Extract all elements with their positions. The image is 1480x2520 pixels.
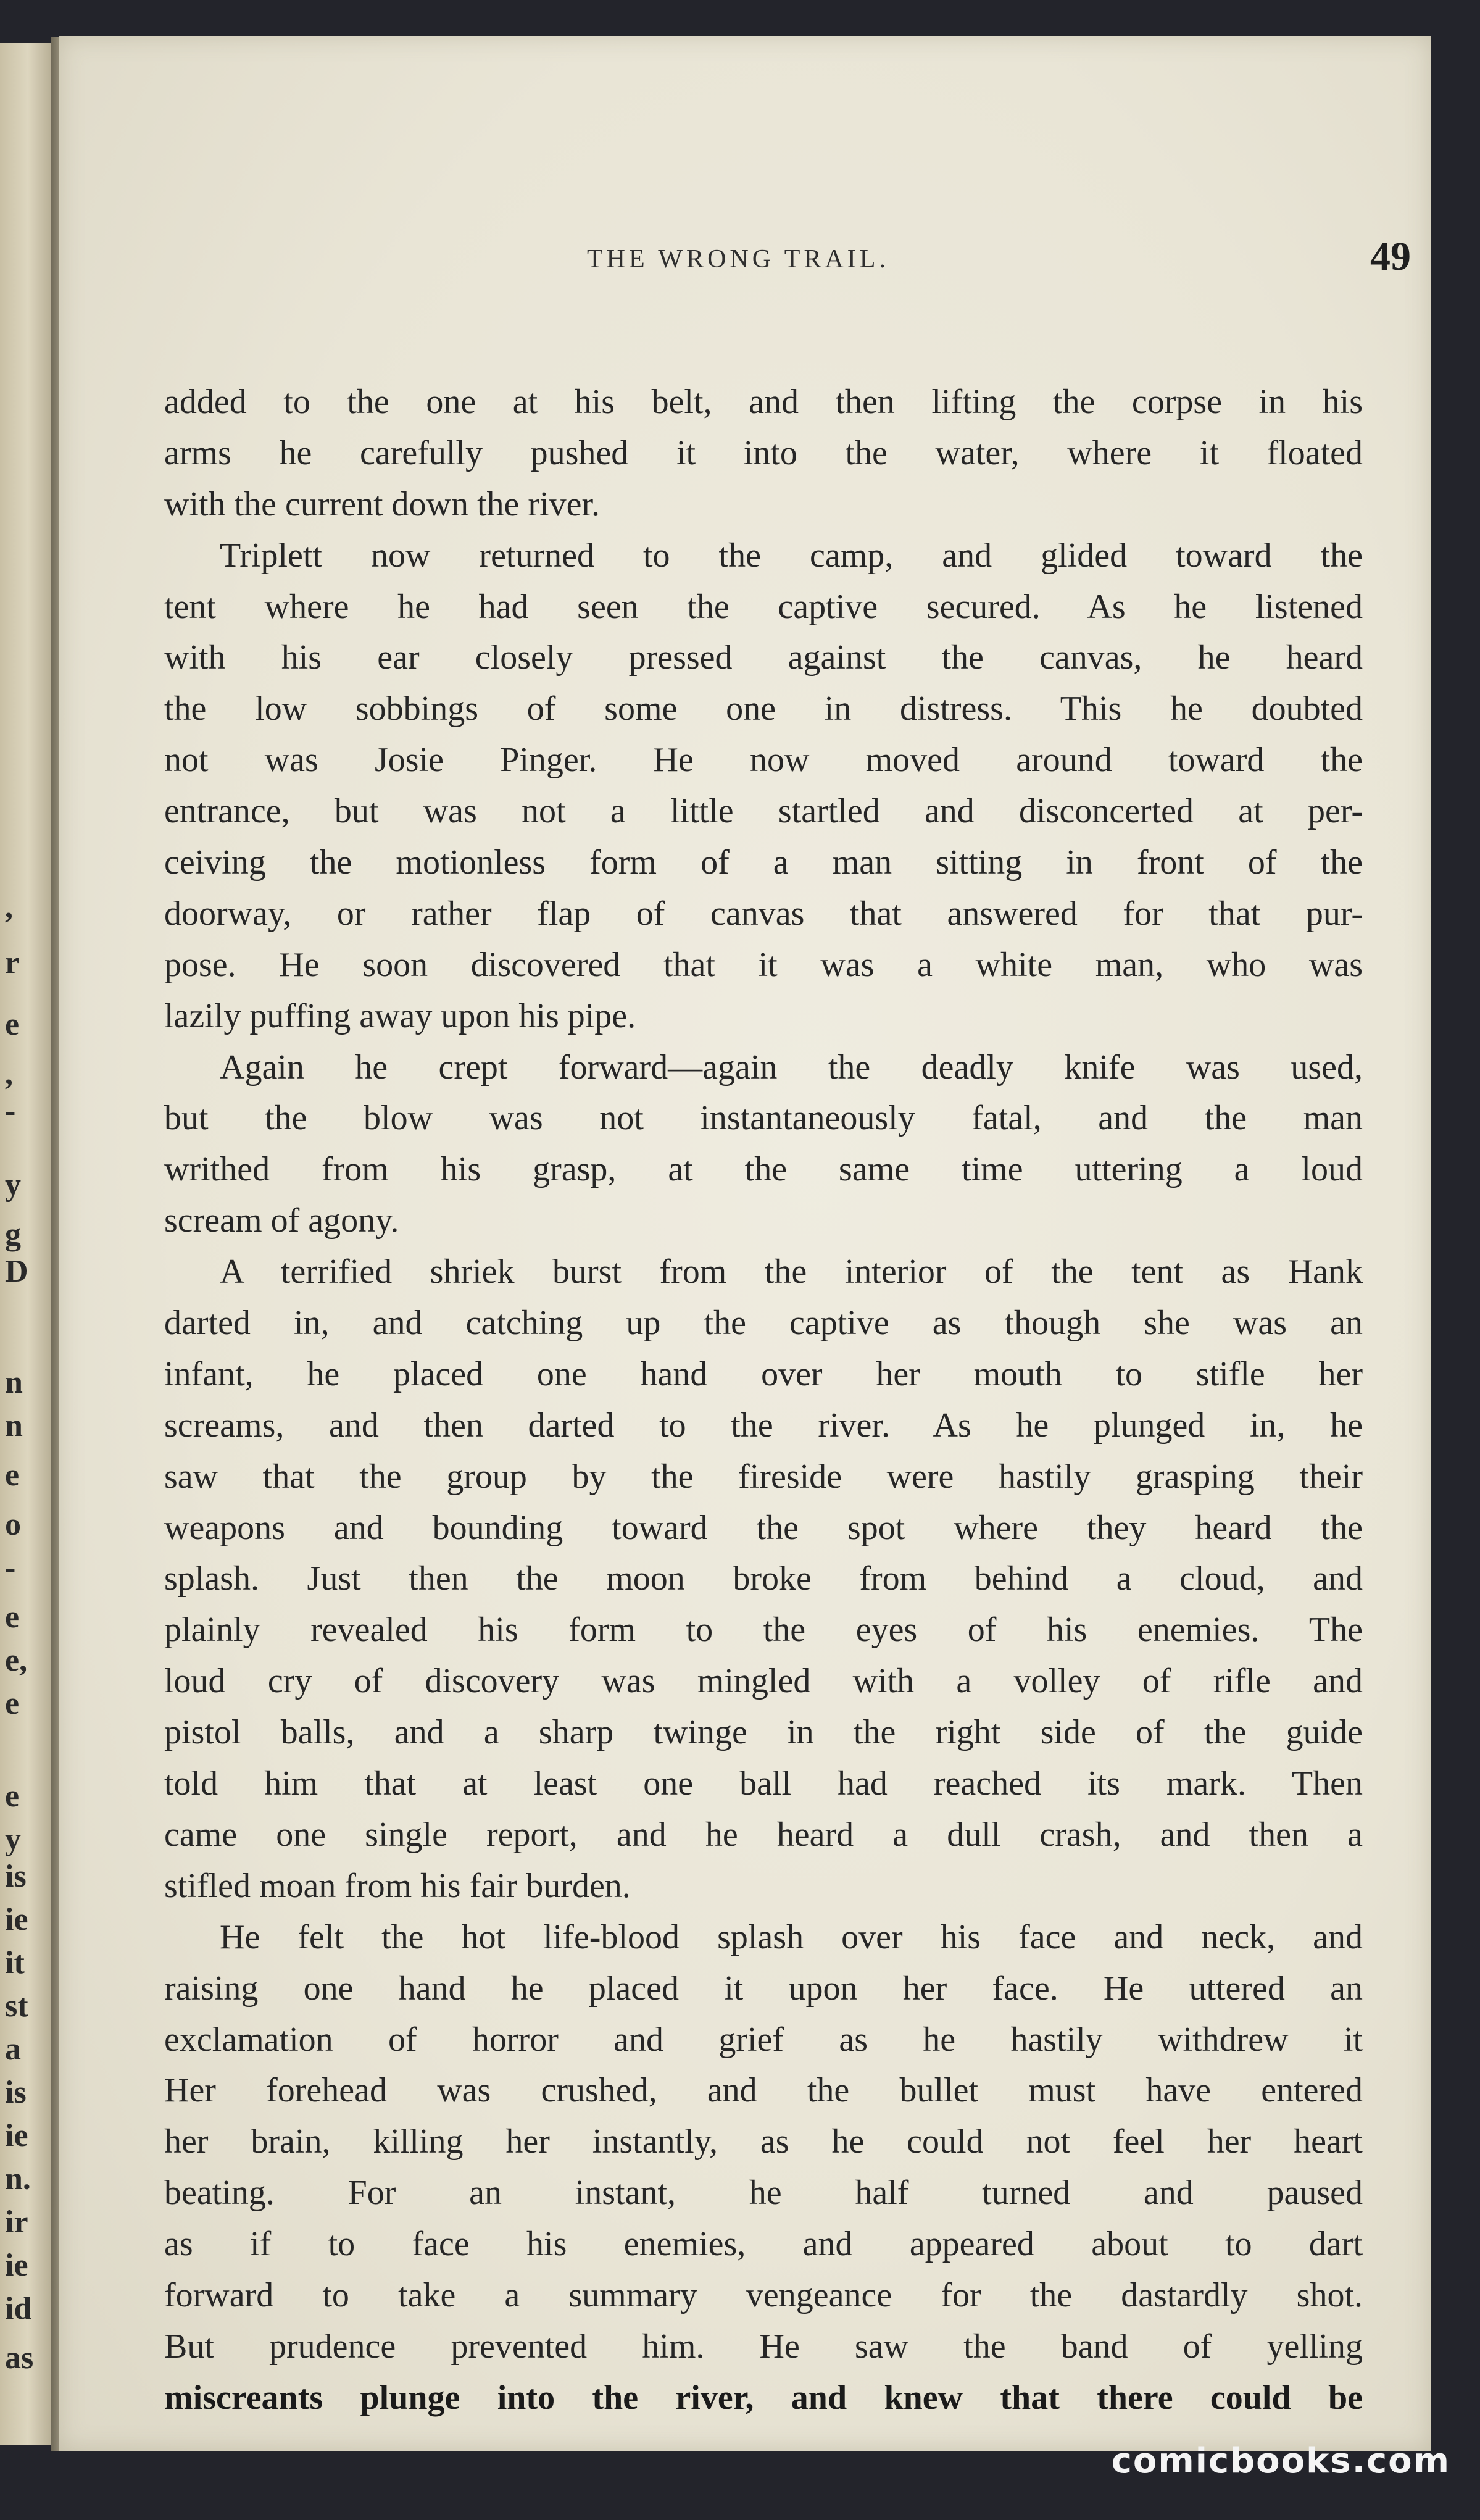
facing-page-fragment: it [5,1945,25,1980]
text-line: scream of agony. [164,1201,399,1240]
text-line: raising one hand he placed it upon her face. He uttered an [164,1969,1363,2008]
facing-page-fragment: n [5,1365,23,1400]
text-line: Her forehead was crushed, and the bullet must have entered [164,2071,1363,2110]
text-line: stifled moan from his fair burden. [164,1866,631,1905]
facing-page-fragment: e [5,1007,20,1042]
facing-page-fragment: id [5,2291,32,2326]
text-line: infant, he placed one hand over her mouth to stifle her [164,1354,1363,1393]
facing-page-fragment: e [5,1779,20,1814]
text-line: A terrified shriek burst from the interior of the tent as Hank [220,1253,1363,1291]
text-line: screams, and then darted to the river. As he plunged in, he [164,1406,1363,1445]
facing-page-fragment: , [5,1056,13,1091]
facing-page-fragment: n [5,1408,23,1443]
facing-page-fragment: is [5,2075,27,2110]
text-line: He felt the hot life-blood splash over his face and neck, and [220,1917,1363,1956]
text-line: the low sobbings of some one in distress. This he doubted [164,690,1363,728]
facing-page-fragment: g [5,1217,21,1252]
facing-page-fragment: - [5,1550,16,1585]
text-line: her brain, killing her instantly, as he could not feel her heart [164,2122,1363,2161]
facing-page-fragment: e, [5,1643,28,1678]
book-page [59,36,1431,2451]
text-line: added to the one at his belt, and then lifting the corpse in his [164,383,1363,421]
text-line: with his ear closely pressed against the canvas, he heard [164,638,1363,677]
facing-page-fragment: e [5,1458,20,1493]
facing-page-fragment: y [5,1822,21,1857]
facing-page-fragment: y [5,1167,21,1203]
watermark: comicbooks.com [1111,2441,1450,2481]
text-line: saw that the group by the fireside were hastily grasping their [164,1457,1363,1496]
text-line: miscreants plunge into the river, and knew that there could be [164,2378,1363,2417]
facing-page-fragment: D [5,1254,28,1289]
facing-page-fragment: - [5,1093,16,1129]
facing-page-fragment: r [5,945,20,980]
facing-page-fragment: is [5,1859,27,1894]
text-line: came one single report, and he heard a dull crash, and then a [164,1815,1363,1854]
body-text [164,377,1363,2424]
text-line: plainly revealed his form to the eyes of his enemies. The [164,1611,1363,1650]
facing-page-fragment: o [5,1507,21,1542]
text-line: entrance, but was not a little startled and disconcerted at per- [164,792,1363,831]
text-line: arms he carefully pushed it into the water, where it floated [164,433,1363,472]
text-line: writhed from his grasp, at the same time uttering a loud [164,1150,1363,1189]
facing-page-fragment: ir [5,2205,28,2240]
text-line: pistol balls, and a sharp twinge in the right side of the guide [164,1713,1363,1752]
page-number: 49 [1370,234,1411,279]
facing-page-fragment: , [5,890,13,925]
facing-page-fragment: n. [5,2161,31,2197]
facing-page-edge [0,43,51,2445]
text-line: weapons and bounding toward the spot where they heard the [164,1508,1363,1547]
running-head: THE WRONG TRAIL. [587,245,889,273]
text-line: tent where he had seen the captive secured. As he listened [164,587,1363,626]
text-line: told him that at least one ball had reached its mark. Then [164,1764,1363,1803]
text-line: beating. For an instant, he half turned and paused [164,2174,1363,2213]
text-line: with the current down the river. [164,485,601,524]
text-line: splash. Just then the moon broke from behind a cloud, and [164,1559,1363,1598]
text-line: exclamation of horror and grief as he hastily withdrew it [164,2020,1363,2059]
text-line: Again he crept forward—again the deadly knife was used, [220,1048,1363,1087]
text-line: Triplett now returned to the camp, and glided toward the [220,536,1363,575]
text-line: doorway, or rather flap of canvas that answered for that pur- [164,894,1363,933]
facing-page-fragment: e [5,1600,20,1635]
text-line: loud cry of discovery was mingled with a volley of rifle and [164,1662,1363,1701]
text-line: but the blow was not instantaneously fatal, and the man [164,1099,1363,1138]
facing-page-fragment: ie [5,2248,28,2283]
facing-page-fragment: as [5,2340,34,2376]
text-line: darted in, and catching up the captive as though she was an [164,1304,1363,1343]
text-line: But prudence prevented him. He saw the band of yelling [164,2327,1363,2366]
facing-page-fragment: ie [5,2118,28,2153]
text-line: not was Josie Pinger. He now moved around toward the [164,741,1363,780]
text-line: pose. He soon discovered that it was a white man, who was [164,945,1363,984]
text-line: lazily puffing away upon his pipe. [164,996,636,1035]
facing-page-fragment: e [5,1686,20,1721]
facing-page-fragment: a [5,2032,21,2067]
text-line: ceiving the motionless form of a man sitting in front of the [164,843,1363,882]
facing-page-fragment: ie [5,1902,28,1937]
facing-page-fragment: st [5,1988,28,2024]
text-line: as if to face his enemies, and appeared about to dart [164,2225,1363,2264]
text-line: forward to take a summary vengeance for the dastardly shot. [164,2276,1363,2314]
